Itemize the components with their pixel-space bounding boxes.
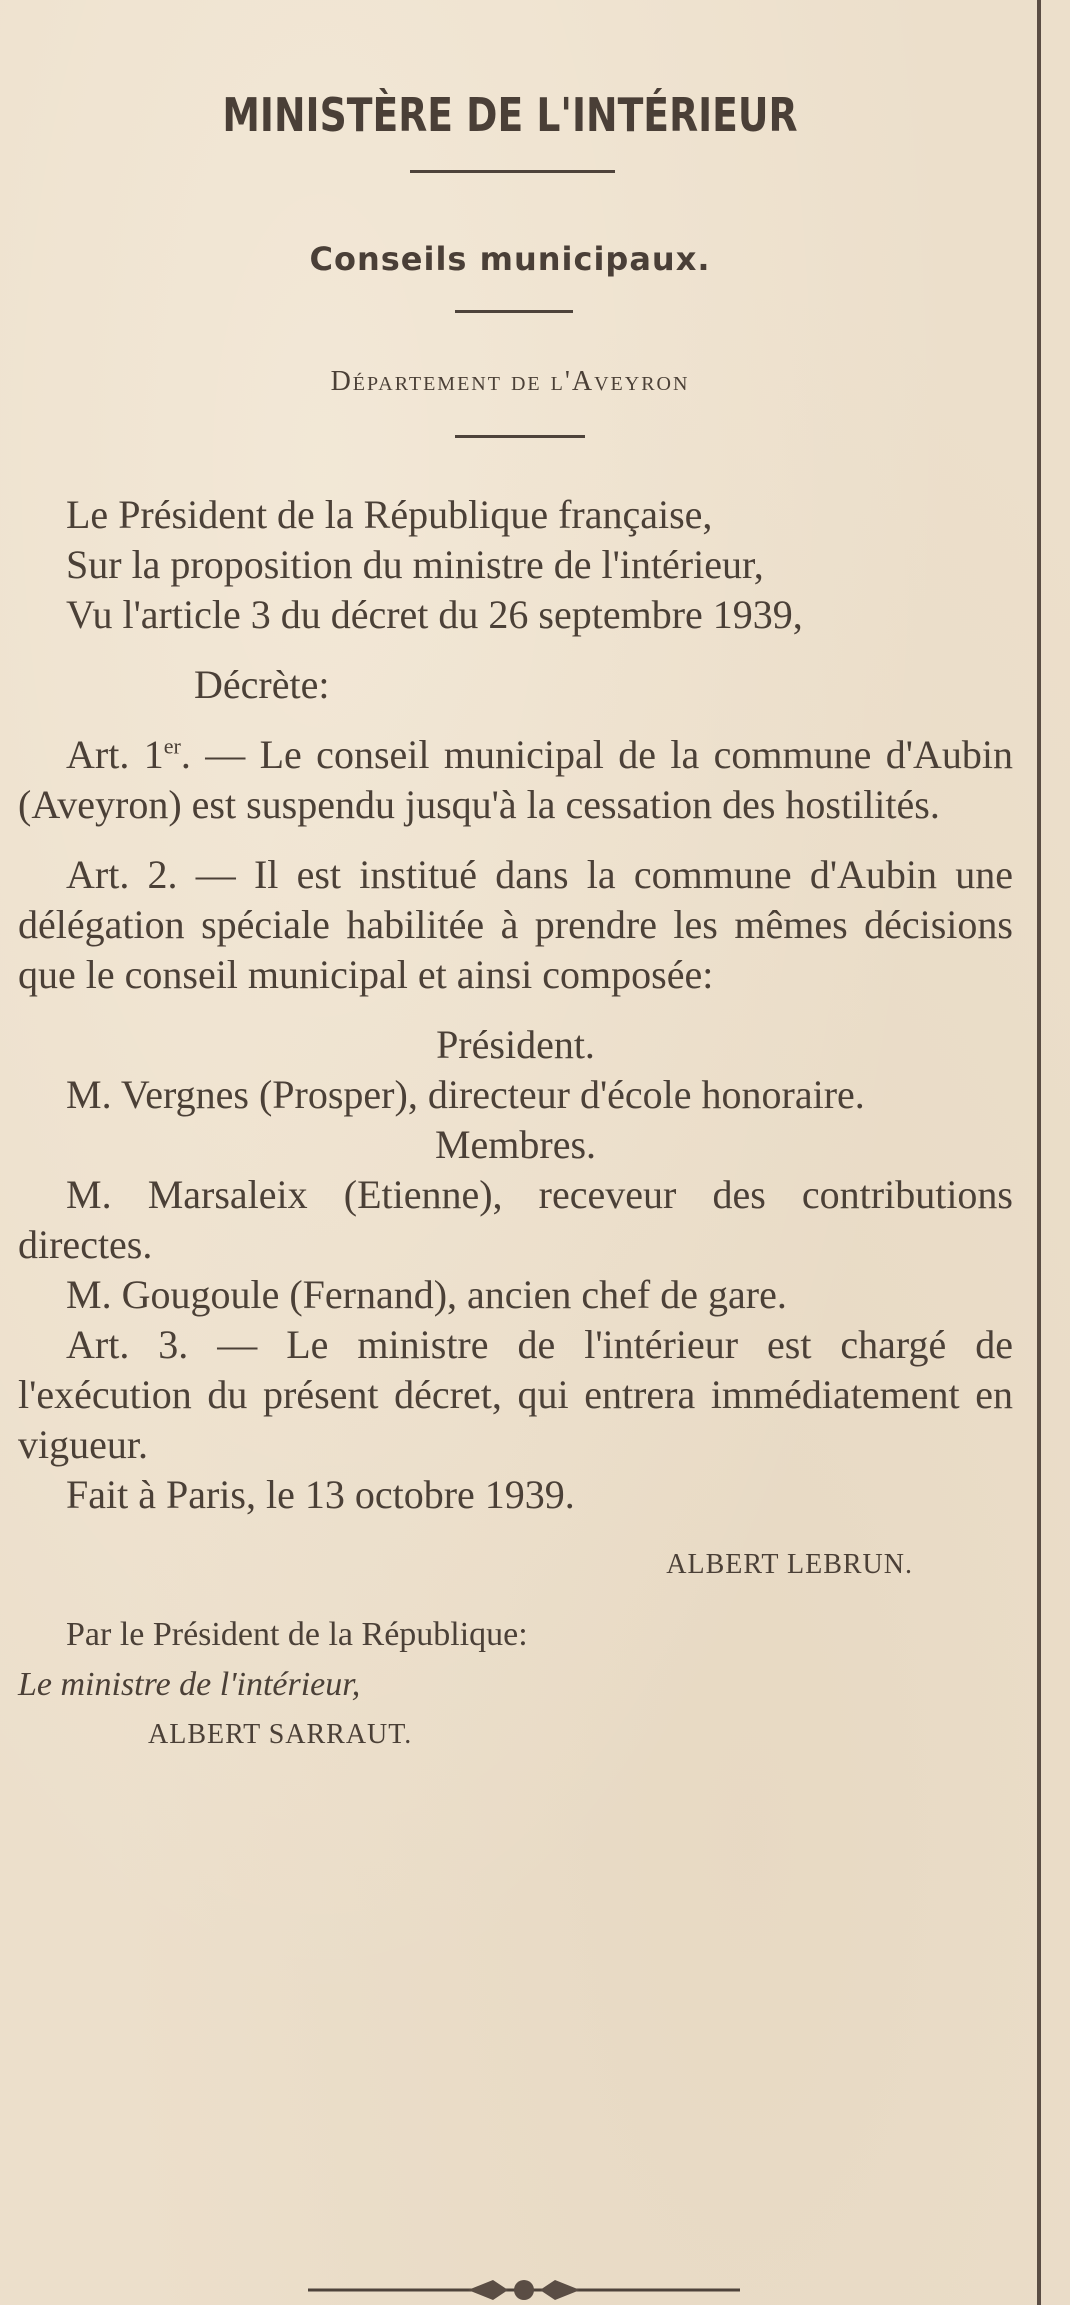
section-rule xyxy=(455,310,573,313)
place-date: Fait à Paris, le 13 octobre 1939. xyxy=(66,1472,575,1517)
member-entry: M. Gougoule (Fernand), ancien chef de gare. xyxy=(66,1272,787,1317)
title-rule xyxy=(410,170,615,173)
decrete-label: Décrète: xyxy=(194,662,330,707)
members-heading: Membres. xyxy=(434,1122,597,1167)
signature-minister: ALBERT SARRAUT. xyxy=(148,1719,413,1750)
ministry-title: MINISTÈRE DE L'INTÉRIEUR xyxy=(222,88,798,142)
minister-title: Le ministre de l'intérieur, xyxy=(18,1666,361,1703)
column-divider xyxy=(1037,0,1041,2305)
department-heading: Département de l'Aveyron xyxy=(330,366,690,397)
section-title: Conseils municipaux. xyxy=(309,240,711,278)
by-president-line: Par le Président de la République: xyxy=(66,1616,528,1653)
department-rule xyxy=(455,435,585,438)
preamble-line: Sur la proposition du ministre de l'intérieur, xyxy=(66,542,764,587)
article-1: Art. 1er. — Le conseil municipal de la commune d'Aubin (Aveyron) est suspendu jusqu'à la cessation des hostilités. xyxy=(18,732,1013,827)
article-3: Art. 3. — Le ministre de l'intérieur est chargé de l'exécution du présent décret, qui entrera immédiatement en vigueur. xyxy=(18,1322,1013,1467)
president-heading: Président. xyxy=(436,1022,595,1067)
article-2: Art. 2. — Il est institué dans la commune d'Aubin une délégation spéciale habilitée à prendre les mêmes décisions que le conseil municipal et ainsi composée: xyxy=(18,852,1013,997)
preamble-line: Le Président de la République française, xyxy=(66,492,713,537)
member-entry: M. Marsaleix (Etienne), receveur des contributions directes. xyxy=(18,1172,1013,1267)
decree-body xyxy=(18,490,1013,1760)
president-entry: M. Vergnes (Prosper), directeur d'école honoraire. xyxy=(66,1072,865,1117)
preamble-line: Vu l'article 3 du décret du 26 septembre 1939, xyxy=(66,592,803,637)
signature-president: ALBERT LEBRUN. xyxy=(666,1549,913,1580)
ornament-divider-icon xyxy=(308,2278,740,2302)
